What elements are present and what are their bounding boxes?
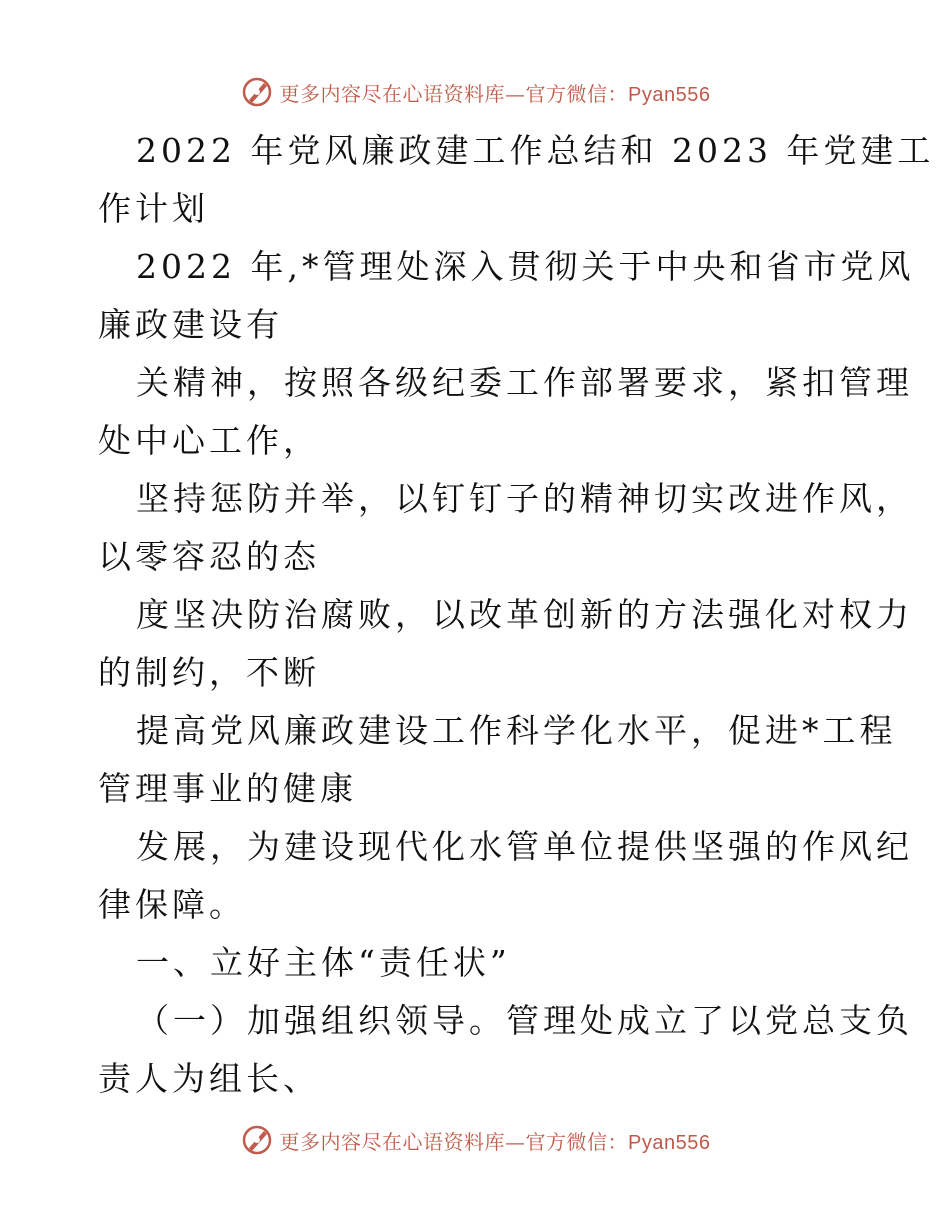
paragraph-line: 的制约，不断 [98, 653, 320, 692]
header-watermark [0, 72, 950, 112]
pen-circle-logo-icon [240, 75, 274, 109]
paragraph-line: 提高党风廉政建设工作科学化水平，促进*工程 [136, 711, 897, 750]
title-line-2: 作计划 [98, 189, 209, 228]
watermark-wechat-id: Pyan556 [628, 83, 711, 106]
footer-watermark [0, 1120, 950, 1160]
paragraph-line: 2022 年,*管理处深入贯彻关于中央和省市党风 [136, 247, 915, 286]
watermark-text [280, 78, 711, 107]
title-line-1: 2022 年党风廉政建工作总结和 2023 年党建工 [136, 131, 935, 170]
document-body [98, 122, 935, 1108]
watermark-label: 更多内容尽在心语资料库—官方微信： [279, 1129, 629, 1154]
paragraph-line: 度坚决防治腐败，以改革创新的方法强化对权力 [136, 595, 913, 634]
paragraph-line: 以零容忍的态 [98, 537, 320, 576]
paragraph-line: 关精神，按照各级纪委工作部署要求，紧扣管理 [136, 363, 913, 402]
watermark-label: 更多内容尽在心语资料库—官方微信： [279, 81, 629, 106]
section-heading: 一、立好主体“责任状” [136, 943, 511, 982]
watermark-text [280, 1126, 711, 1155]
paragraph-line: 处中心工作， [98, 421, 320, 460]
paragraph-line: （一）加强组织领导。管理处成立了以党总支负 [136, 1001, 913, 1040]
paragraph-line: 律保障。 [98, 885, 246, 924]
watermark-wechat-id: Pyan556 [628, 1131, 711, 1154]
paragraph-line: 责人为组长、 [98, 1059, 320, 1098]
paragraph-line: 发展，为建设现代化水管单位提供坚强的作风纪 [136, 827, 913, 866]
paragraph-line: 管理事业的健康 [98, 769, 357, 808]
paragraph-line: 坚持惩防并举，以钉钉子的精神切实改进作风， [136, 479, 913, 518]
pen-circle-logo-icon [240, 1123, 274, 1157]
paragraph-line: 廉政建设有 [98, 305, 283, 344]
